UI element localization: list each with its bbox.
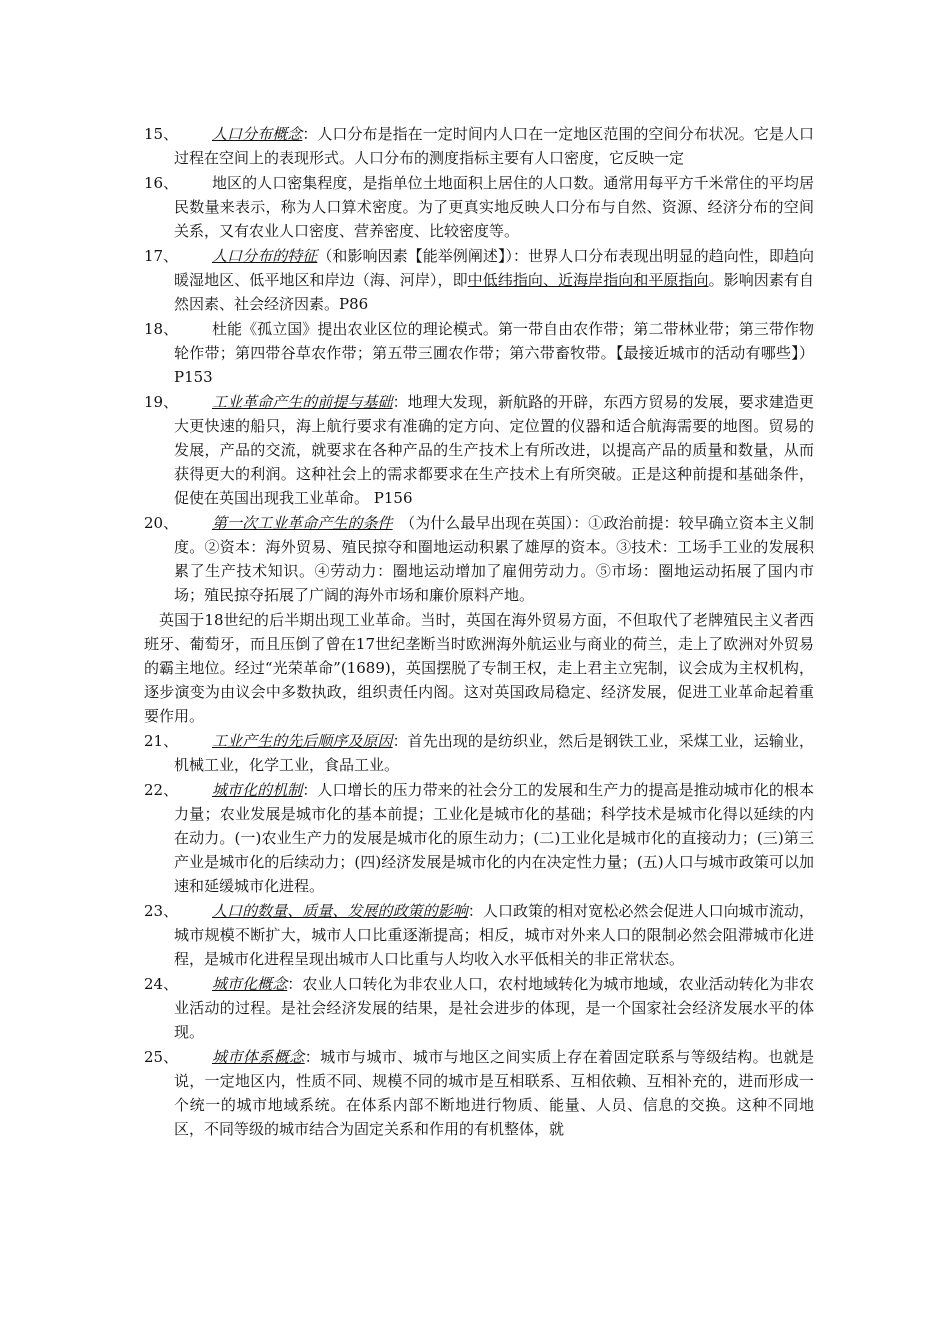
list-item	[0, 122, 950, 170]
numbered-list-part-2	[0, 729, 950, 1141]
item-text	[174, 1045, 814, 1141]
item-text	[174, 511, 814, 607]
item-text	[174, 244, 814, 316]
text-segment: 。影响因素有自然因素、社会经济因素。P86	[174, 271, 814, 313]
item-number: 15、	[144, 125, 179, 143]
item-number: 22、	[144, 781, 179, 799]
text-segment: 杜能《孤立国》提出农业区位的理论模式。第一带自由农作带；第二带林业带；第三带作物轮作带；第四带谷草农作带；第五带三圃农作带；第六带畜牧带。【最接近城市的活动有哪些】）P153	[174, 320, 814, 386]
item-number: 24、	[144, 975, 179, 993]
term-heading: 城市化概念	[212, 975, 288, 993]
list-item	[0, 511, 950, 607]
item-number: 20、	[144, 514, 179, 532]
item-text	[174, 390, 814, 510]
term-heading: 工业产生的先后顺序及原因	[212, 732, 393, 750]
item-number: 21、	[144, 732, 179, 750]
item-text	[174, 122, 814, 170]
item-number: 17、	[144, 247, 179, 265]
item-number: 18、	[144, 320, 179, 338]
document-content	[0, 122, 950, 1142]
text-segment: ：人口增长的压力带来的社会分工的发展和生产力的提高是推动城市化的根本力量；农业发展是城市化的基本前提；工业化是城市化的基础；科学技术是城市化得以延续的内在动力。(一)农业生产力的发展是城市化的原生动力；(二)工业化是城市化的直接动力；(三)第三产业是城市化的后续动力；(四)经济发展是城市化的内在决定性力量；(五)人口与城市政策可以加速和延缓城市化进程。	[174, 781, 814, 895]
item-text	[174, 972, 814, 1044]
term-heading: 人口分布的特征	[212, 247, 318, 265]
item-number: 23、	[144, 902, 179, 920]
term-heading: 工业革命产生的前提与基础	[212, 393, 393, 411]
item-text	[174, 729, 814, 777]
term-heading: 人口的数量、质量、发展的政策的影响	[212, 902, 468, 920]
term-heading: 城市化的机制	[212, 781, 303, 799]
item-text	[174, 899, 814, 971]
list-item	[0, 317, 950, 389]
term-heading: 第一次工业革命产生的条件	[212, 514, 393, 532]
list-item	[0, 171, 950, 243]
list-item	[0, 729, 950, 777]
list-item	[0, 244, 950, 316]
text-segment: ：城市与城市、城市与地区之间实质上存在着固定联系与等级结构。也就是说，一定地区内，性质不同、规模不同的城市是互相联系、互相依赖、互相补充的，进而形成一个统一的城市地域系统。在体系内部不断地进行物质、能量、人员、信息的交换。这种不同地区，不同等级的城市结合为固定关系和作用的有机整体，就	[174, 1048, 814, 1138]
list-item	[0, 390, 950, 510]
numbered-list-part-1	[0, 122, 950, 607]
list-item	[0, 899, 950, 971]
list-item	[0, 778, 950, 898]
item-number: 19、	[144, 393, 179, 411]
text-segment: ：农业人口转化为非农业人口，农村地域转化为城市地域，农业活动转化为非农业活动的过程。是社会经济发展的结果，是社会进步的体现，是一个国家社会经济发展水平的体现。	[174, 975, 814, 1041]
body-paragraph: 英国于18世纪的后半期出现工业革命。当时，英国在海外贸易方面，不但取代了老牌殖民主义者西班牙、葡萄牙，而且压倒了曾在17世纪垄断当时欧洲海外航运业与商业的荷兰，走上了欧洲对外贸易的霸主地位。经过“光荣革命”(1689)，英国摆脱了专制王权，走上君主立宪制，议会成为主权机构，逐步演变为由议会中多数执政，组织责任内阁。这对英国政局稳定、经济发展，促进工业革命起着重要作用。	[144, 611, 814, 725]
text-segment: （和影响因素【能举例阐述】）：世界人口分布表现出明显的趋向性，即趋向暖湿地区、低平地区和岸边（海、河岸），即	[174, 247, 814, 289]
text-segment: ：地理大发现，新航路的开辟，东西方贸易的发展，要求建造更大更快速的船只，海上航行要求有准确的定方向、定位置的仪器和适合航海需要的地图。贸易的发展，产品的交流，就要求在各种产品的生产技术上有所改进，以提高产品的质量和数量，从而获得更大的利润。这种社会上的需求都要求在生产技术上有所突破。正是这种前提和基础条件，促使在英国出现我工业革命。 P156	[174, 393, 814, 507]
list-item	[0, 972, 950, 1044]
item-text	[174, 171, 814, 243]
term-heading: 人口分布概念	[212, 125, 303, 143]
list-item	[0, 1045, 950, 1141]
term-heading: 城市体系概念	[212, 1048, 305, 1066]
text-segment: ：人口分布是指在一定时间内人口在一定地区范围的空间分布状况。它是人口过程在空间上的表现形式。人口分布的测度指标主要有人口密度，它反映一定	[174, 125, 814, 167]
underlined-phrase: 中低纬指向、近海岸指向和平原指向	[467, 271, 709, 289]
item-number: 16、	[144, 174, 179, 192]
text-segment: ：人口政策的相对宽松必然会促进人口向城市流动，城市规模不断扩大，城市人口比重逐渐提高；相反，城市对外来人口的限制必然会阻滞城市化进程，是城市化进程呈现出城市人口比重与人均收入水平低相关的非正常状态。	[174, 902, 814, 968]
text-segment: 地区的人口密集程度，是指单位土地面积上居住的人口数。通常用每平方千米常住的平均居民数量来表示，称为人口算术密度。为了更真实地反映人口分布与自然、资源、经济分布的空间关系，又有农业人口密度、营养密度、比较密度等。	[174, 174, 814, 240]
item-number: 25、	[144, 1048, 179, 1066]
item-text	[174, 778, 814, 898]
text-segment: （为什么最早出现在英国）：①政治前提：较早确立资本主义制度。②资本：海外贸易、殖民掠夺和圈地运动积累了雄厚的资本。③技术：工场手工业的发展积累了生产技术知识。④劳动力：圈地运动增加了雇佣劳动力。⑤市场：圈地运动拓展了国内市场；殖民掠夺拓展了广阔的海外市场和廉价原料产地。	[174, 514, 814, 604]
text-segment: ：首先出现的是纺织业，然后是钢铁工业，采煤工业，运输业，机械工业，化学工业，食品工业。	[174, 732, 814, 774]
item-text	[174, 317, 814, 389]
